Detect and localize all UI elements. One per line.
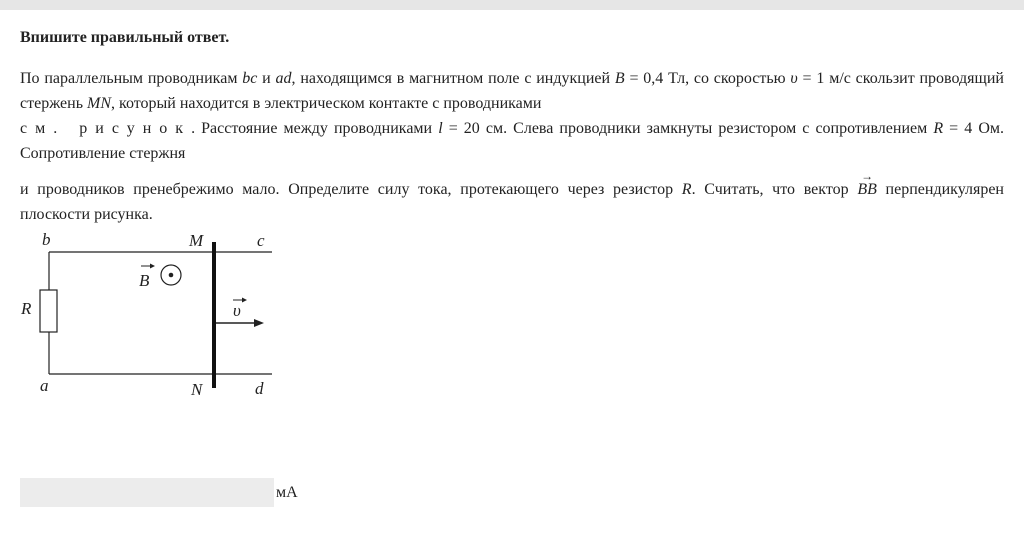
text-segment: и xyxy=(257,70,276,87)
answer-input[interactable] xyxy=(20,478,274,507)
instruction-heading: Впишите правильный ответ. xyxy=(20,29,230,46)
circuit-figure xyxy=(18,228,278,404)
problem-text-paragraph-2 xyxy=(20,177,1004,227)
label-c: c xyxy=(257,231,265,250)
text-segment: = 20 см. Слева проводники замкнуты резистором с сопротивлением xyxy=(442,120,934,137)
label-N: N xyxy=(191,380,203,399)
question-content xyxy=(20,28,1004,227)
label-d: d xyxy=(255,379,264,398)
text-segment: = 4 Ом. Сопротивление стержня xyxy=(20,120,1005,162)
symbol-B: B xyxy=(614,70,625,87)
text-segment: . Считать, что вектор xyxy=(691,181,858,198)
symbol-l: l xyxy=(438,120,443,137)
symbol-bc: bc xyxy=(242,70,258,87)
symbol-R: R xyxy=(681,181,692,198)
text-segment: , находящимся в магнитном поле с индукцией xyxy=(291,70,615,87)
text-segment: = 1 м/с скользит проводящий стержень xyxy=(20,70,1004,112)
symbol-ad: ad xyxy=(275,70,292,87)
vector-B-symbol: → BB xyxy=(857,177,877,202)
problem-text-paragraph-1 xyxy=(20,66,1004,166)
b-vector-arrow-head xyxy=(150,264,155,269)
symbol-MN: MN xyxy=(87,95,111,112)
text-segment: и проводников пренебрежимо мало. Определите силу тока, протекающего через резистор xyxy=(20,181,682,198)
label-B: B xyxy=(139,271,150,290)
symbol-R: R xyxy=(933,120,944,137)
answer-unit: мА xyxy=(276,483,298,501)
velocity-arrow-head xyxy=(254,319,264,327)
spaced-reference: см. рисунок xyxy=(20,120,192,137)
text-segment: По параллельным проводникам xyxy=(20,70,243,87)
resistor xyxy=(40,290,57,332)
label-b: b xyxy=(42,230,51,249)
top-bar xyxy=(0,0,1024,10)
b-field-dot xyxy=(169,273,174,278)
v-vector-arrow-head xyxy=(242,298,247,303)
label-v: υ xyxy=(233,301,241,320)
label-M: M xyxy=(189,231,204,250)
label-R: R xyxy=(21,299,32,318)
answer-row xyxy=(20,478,298,507)
circuit-diagram xyxy=(18,228,278,404)
label-a: a xyxy=(40,376,49,395)
text-segment: = 0,4 Тл, со скоростью xyxy=(624,70,791,87)
text-segment: . Расстояние между проводниками xyxy=(191,120,439,137)
text-segment: перпендикулярен плоскости рисунка. xyxy=(20,181,1004,223)
symbol-v: υ xyxy=(790,70,798,87)
text-segment: , который находится в электрическом контакте с проводниками xyxy=(111,95,542,112)
